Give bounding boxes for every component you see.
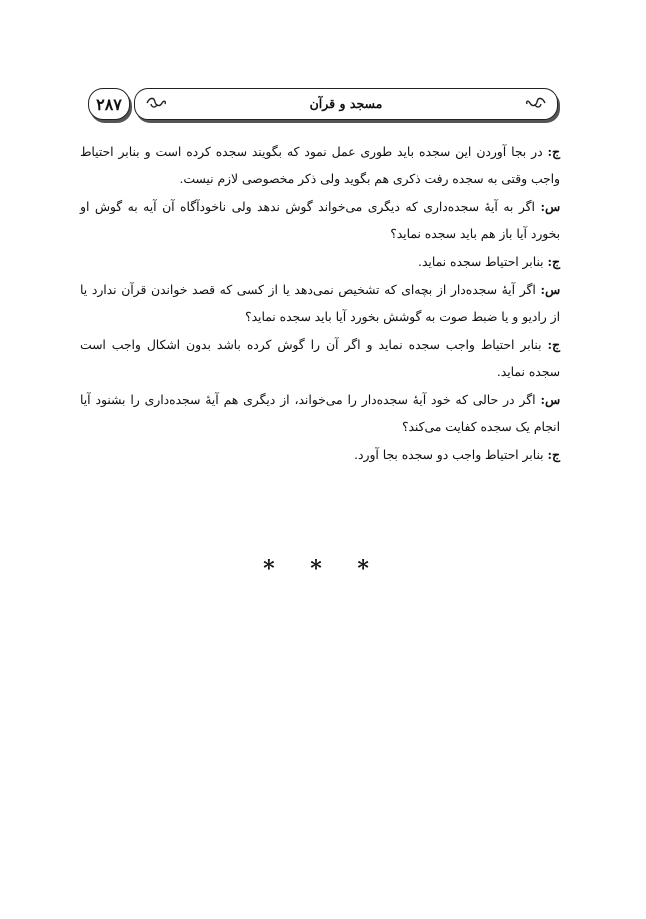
answer-paragraph (80, 248, 560, 276)
answer-marker: ج: (547, 447, 560, 462)
paragraph-text: بنابر احتیاط واجب سجده نماید و اگر آن را گوش کرده باشد بدون اشکال واجب است سجده نماید. (80, 338, 560, 379)
qa-content (80, 138, 560, 469)
question-marker: س: (540, 199, 560, 214)
question-paragraph (80, 276, 560, 331)
answer-paragraph (80, 441, 560, 469)
paragraph-text: بنابر احتیاط سجده نماید. (418, 255, 548, 269)
section-separator: * * * (263, 556, 383, 582)
question-marker: س: (540, 282, 560, 297)
answer-marker: ج: (547, 144, 560, 159)
paragraph-text: اگر در حالی که خود آیهٔ سجده‌دار را می‌خواند، از دیگری هم آیهٔ سجده‌داری را بشنود آیا انجام یک سجده کفایت می‌کند؟ (80, 393, 560, 434)
page-title: مسجد و قرآن (309, 96, 383, 111)
question-paragraph (80, 193, 560, 248)
running-header (88, 86, 558, 122)
answer-paragraph (80, 138, 560, 193)
title-frame (134, 88, 558, 120)
paragraph-text: در بجا آوردن این سجده باید طوری عمل نمود که بگویند سجده کرده است و بنابر احتیاط واجب وقتی به سجده رفت ذکری هم بگوید ولی ذکر مخصوصی لازم نیست. (80, 145, 560, 186)
question-marker: س: (540, 392, 560, 407)
paragraph-text: اگر آیهٔ سجده‌دار از بچه‌ای که تشخیص نمی‌دهد یا از کسی که قصد خواندن قرآن ندارد یا از رادیو و یا ضبط صوت به گوشش بخورد آیا باید سجده نماید؟ (80, 283, 560, 324)
answer-marker: ج: (547, 337, 560, 352)
paragraph-text: اگر به آیهٔ سجده‌داری که دیگری می‌خواند گوش ندهد ولی ناخودآگاه آن آیه به گوش او بخورد آیا باز هم باید سجده نماید؟ (80, 200, 560, 241)
question-paragraph (80, 386, 560, 441)
page-number: ۲۸۷ (88, 88, 130, 120)
paragraph-text: بنابر احتیاط واجب دو سجده بجا آورد. (354, 448, 548, 462)
answer-marker: ج: (547, 254, 560, 269)
answer-paragraph (80, 331, 560, 386)
ornament-right-icon (525, 96, 547, 110)
